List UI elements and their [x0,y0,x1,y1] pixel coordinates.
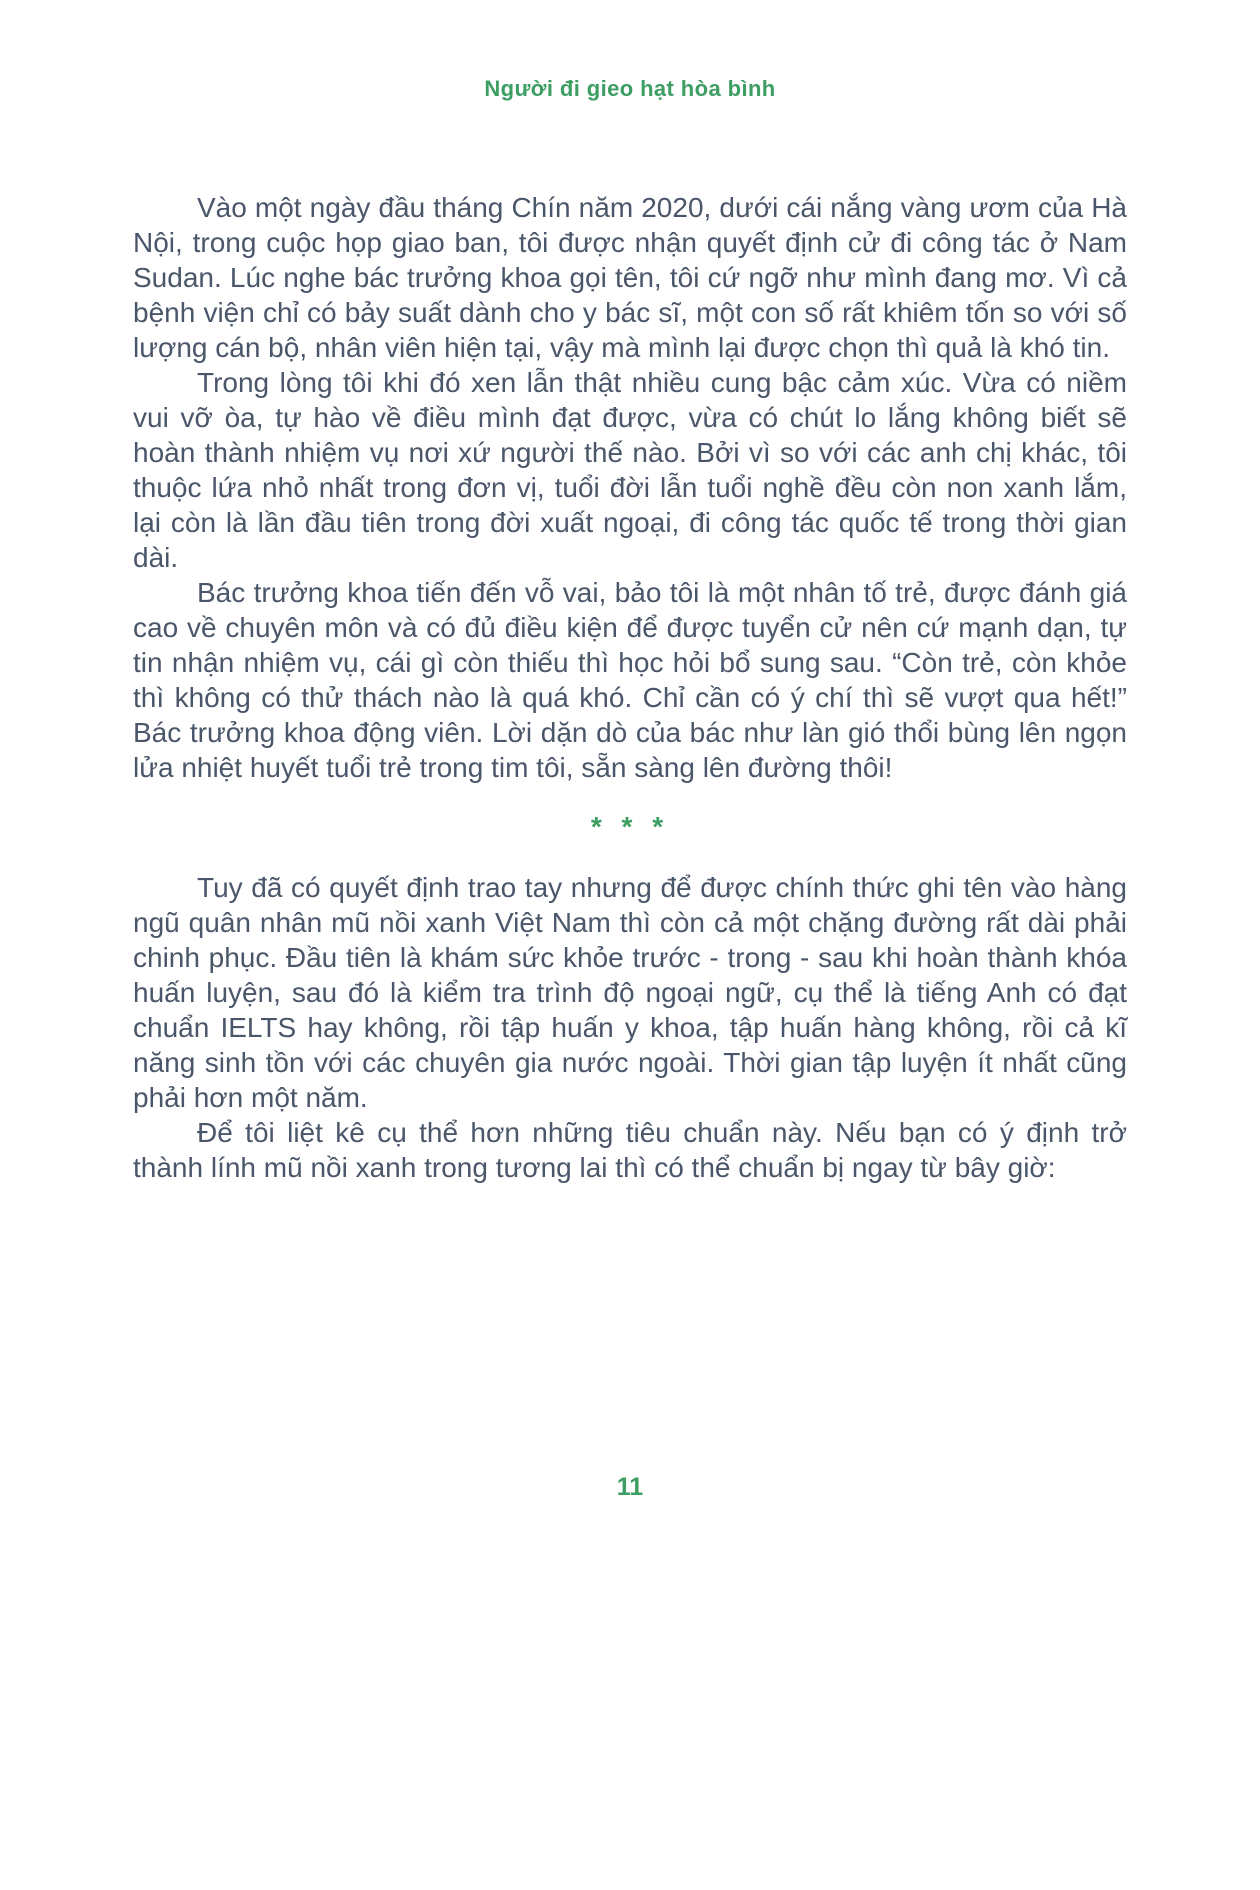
running-header: Người đi gieo hạt hòa bình [484,76,776,101]
paragraph: Vào một ngày đầu tháng Chín năm 2020, dưới cái nắng vàng ươm của Hà Nội, trong cuộc họp giao ban, tôi được nhận quyết định cử đi công tác ở Nam Sudan. Lúc nghe bác trưởng khoa gọi tên, tôi cứ ngỡ như mình đang mơ. Vì cả bệnh viện chỉ có bảy suất dành cho y bác sĩ, một con số rất khiêm tốn so với số lượng cán bộ, nhân viên hiện tại, vậy mà mình lại được chọn thì quả là khó tin. [133,192,1127,363]
section-separator: * * * [590,811,670,842]
paragraph: Bác trưởng khoa tiến đến vỗ vai, bảo tôi là một nhân tố trẻ, được đánh giá cao về chuyên môn và có đủ điều kiện để được tuyển cử nên cứ mạnh dạn, tự tin nhận nhiệm vụ, cái gì còn thiếu thì học hỏi bổ sung sau. “Còn trẻ, còn khỏe thì không có thử thách nào là quá khó. Chỉ cần có ý chí thì sẽ vượt qua hết!” Bác trưởng khoa động viên. Lời dặn dò của bác như làn gió thổi bùng lên ngọn lửa nhiệt huyết tuổi trẻ trong tim tôi, sẵn sàng lên đường thôi! [133,577,1127,783]
page-body [133,190,1127,1185]
page-number: 11 [616,1473,644,1501]
paragraph: Tuy đã có quyết định trao tay nhưng để được chính thức ghi tên vào hàng ngũ quân nhân mũ nồi xanh Việt Nam thì còn cả một chặng đường rất dài phải chinh phục. Đầu tiên là khám sức khỏe trước - trong - sau khi hoàn thành khóa huấn luyện, sau đó là kiểm tra trình độ ngoại ngữ, cụ thể là tiếng Anh có đạt chuẩn IELTS hay không, rồi tập huấn y khoa, tập huấn hàng không, rồi cả kĩ năng sinh tồn với các chuyên gia nước ngoài. Thời gian tập luyện ít nhất cũng phải hơn một năm. [133,872,1127,1113]
paragraph: Để tôi liệt kê cụ thể hơn những tiêu chuẩn này. Nếu bạn có ý định trở thành lính mũ nồi xanh trong tương lai thì có thể chuẩn bị ngay từ bây giờ: [133,1117,1127,1183]
paragraph: Trong lòng tôi khi đó xen lẫn thật nhiều cung bậc cảm xúc. Vừa có niềm vui vỡ òa, tự hào về điều mình đạt được, vừa có chút lo lắng không biết sẽ hoàn thành nhiệm vụ nơi xứ người thế nào. Bởi vì so với các anh chị khác, tôi thuộc lứa nhỏ nhất trong đơn vị, tuổi đời lẫn tuổi nghề đều còn non xanh lắm, lại còn là lần đầu tiên trong đời xuất ngoại, đi công tác quốc tế trong thời gian dài. [133,367,1127,573]
